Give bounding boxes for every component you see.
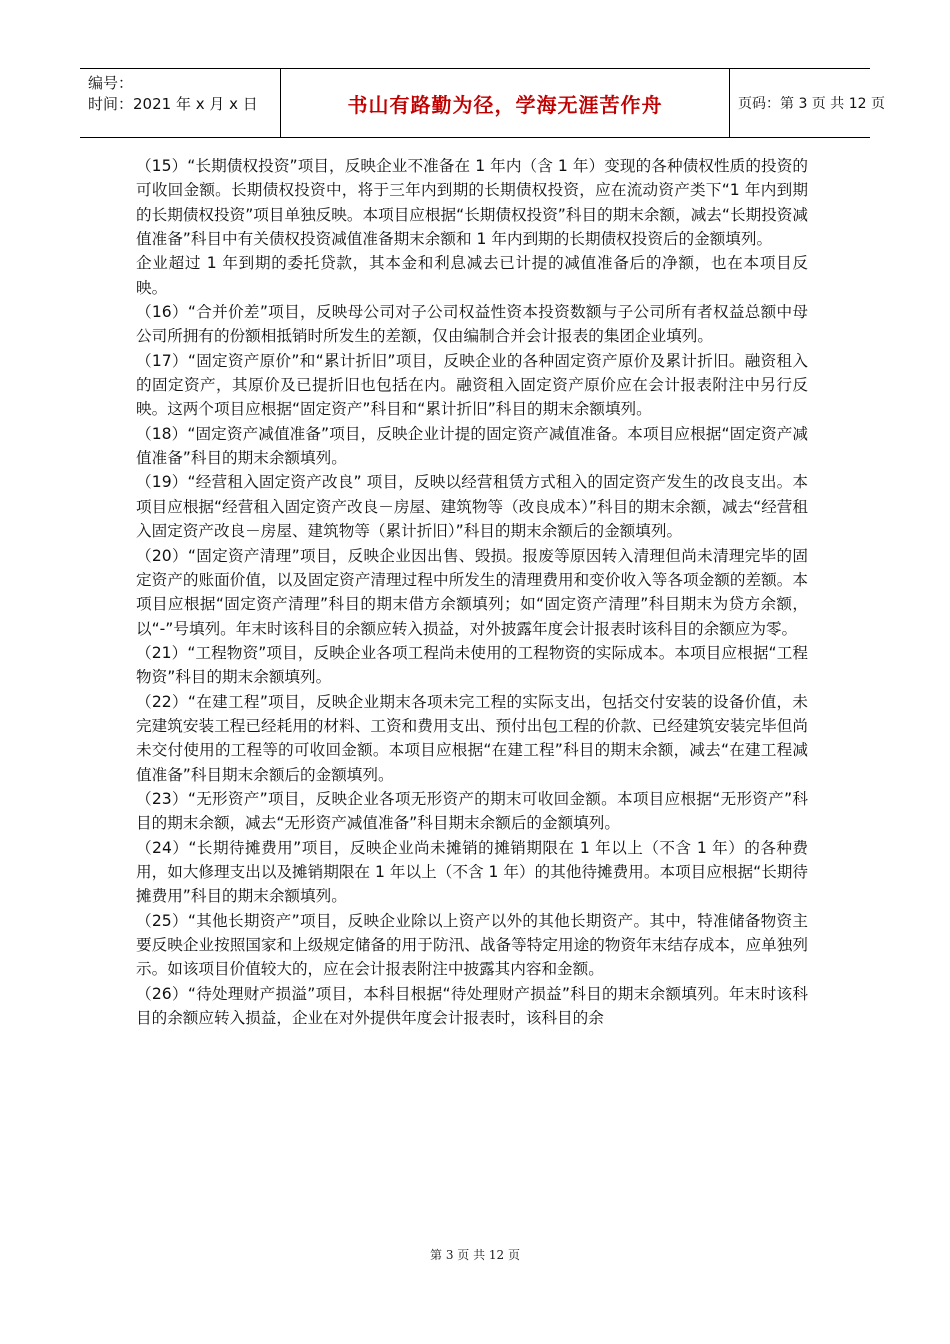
- paragraph-18: （18）“固定资产减值准备”项目，反映企业计提的固定资产减值准备。本项目应根据“固定资产减值准备”科目的期末余额填列。: [136, 424, 808, 468]
- paragraph-19: （19）“经营租入固定资产改良” 项目，反映以经营租赁方式租入的固定资产发生的改良支出。本项目应根据“经营租入固定资产改良－房屋、建筑物等（改良成本）”科目的期末余额，减去“经营租入固定资产改良－房屋、建筑物等（累计折旧）”科目的期末余额后的金额填列。: [136, 473, 808, 541]
- header-motto: 书山有路勤为径，学海无涯苦作舟: [347, 92, 663, 117]
- page-footer: 第 3 页 共 12 页: [430, 1248, 520, 1262]
- document-date: 时间：2021 年 x 月 x 日: [88, 95, 258, 113]
- paragraph-21: （21）“工程物资”项目，反映企业各项工程尚未使用的工程物资的实际成本。本项目应根据“工程物资”科目的期末余额填列。: [136, 643, 808, 687]
- paragraph-23: （23）“无形资产”项目，反映企业各项无形资产的期末可收回金额。本项目应根据“无形资产”科目的期末余额，减去“无形资产减值准备”科目期末余额后的金额填列。: [136, 789, 808, 833]
- page-header: [80, 68, 885, 138]
- paragraph-20: （20）“固定资产清理”项目，反映企业因出售、毁损。报废等原因转入清理但尚未清理完毕的固定资产的账面价值，以及固定资产清理过程中所发生的清理费用和变价收入等各项金额的差额。本项目应根据“固定资产清理”科目的期末借方余额填列；如“固定资产清理”科目期末为贷方余额，以“-”号填列。年末时该科目的余额应转入损益，对外披露年度会计报表时该科目的余额应为零。: [136, 546, 808, 638]
- paragraph-17: （17）“固定资产原价”和“累计折旧”项目，反映企业的各种固定资产原价及累计折旧。融资租入的固定资产，其原价及已提折旧也包括在内。融资租入固定资产原价应在会计报表附注中另行反映。这两个项目应根据“固定资产”科目和“累计折旧”科目的期末余额填列。: [136, 351, 808, 419]
- paragraph-24: （24）“长期待摊费用”项目，反映企业尚未摊销的摊销期限在 1 年以上（不含 1 年）的各种费用，如大修理支出以及摊销期限在 1 年以上（不含 1 年）的其他待摊费用。本项目应根据“长期待摊费用”科目的期末余额填列。: [136, 838, 808, 906]
- header-motto-cell: [281, 69, 730, 137]
- header-meta-cell: [80, 69, 281, 137]
- paragraph-16: （16）“合并价差”项目，反映母公司对子公司权益性资本投资数额与子公司所有者权益总额中母公司所拥有的份额相抵销时所发生的差额，仅由编制合并会计报表的集团企业填列。: [136, 303, 808, 346]
- paragraph-15: （15）“长期债权投资”项目，反映企业不准备在 1 年内（含 1 年）变现的各种债权性质的投资的可收回金额。长期债权投资中，将于三年内到期的长期债权投资，应在流动资产类下“1 年内到期的长期债权投资”项目单独反映。本项目应根据“长期债权投资”科目的期末余额，减去“长期投资减值准备”科目中有关债权投资减值准备期末余额和 1 年内到期的长期债权投资后的金额填列。: [136, 157, 808, 249]
- header-page-info: 页码：第 3 页 共 12 页: [738, 96, 885, 112]
- header-page-cell: [730, 69, 885, 137]
- document-number-label: 编号：: [88, 74, 134, 92]
- paragraph-25: （25）“其他长期资产”项目，反映企业除以上资产以外的其他长期资产。其中，特准储备物资主要反映企业按照国家和上级规定储备的用于防汛、战备等特定用途的物资年末结存成本，应单独列示。如该项目价值较大的，应在会计报表附注中披露其内容和金额。: [136, 911, 808, 979]
- document-body: [136, 154, 808, 1030]
- paragraph-26: （26）“待处理财产损溢”项目，本科目根据“待处理财产损益”科目的期末余额填列。年末时该科目的余额应转入损益，企业在对外提供年度会计报表时，该科目的余: [136, 984, 808, 1028]
- paragraph-22: （22）“在建工程”项目，反映企业期末各项未完工程的实际支出，包括交付安装的设备价值，未完建筑安装工程已经耗用的材料、工资和费用支出、预付出包工程的价款、已经建筑安装完毕但尚未交付使用的工程等的可收回金额。本项目应根据“在建工程”科目的期末余额，减去“在建工程减值准备”科目期末余额后的金额填列。: [136, 692, 808, 784]
- paragraph-15-note: 企业超过 1 年到期的委托贷款，其本金和利息减去已计提的减值准备后的净额，也在本项目反映。: [136, 254, 808, 297]
